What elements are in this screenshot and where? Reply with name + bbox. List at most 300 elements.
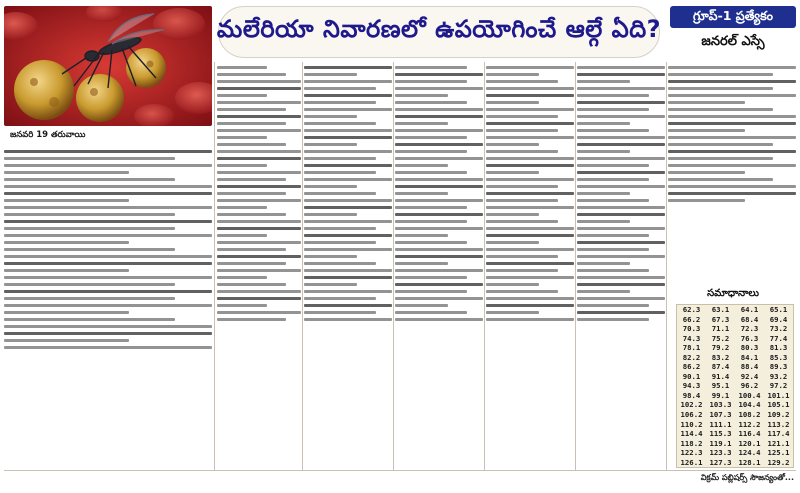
- text-line: [217, 94, 267, 97]
- answer-cell: 93.2: [769, 371, 788, 381]
- text-line: [668, 178, 773, 181]
- text-line: [4, 150, 212, 153]
- answer-cell: 126.1: [680, 457, 703, 467]
- text-line: [577, 164, 649, 167]
- text-line: [217, 318, 286, 321]
- text-line: [304, 255, 357, 258]
- answer-cell: 112.2: [738, 419, 761, 429]
- answer-cell: 71.1: [711, 324, 730, 334]
- text-line: [304, 115, 357, 118]
- text-line: [486, 87, 574, 90]
- text-line: [4, 262, 212, 265]
- text-line: [395, 122, 448, 125]
- text-line: [217, 66, 267, 69]
- text-line: [4, 234, 212, 237]
- answer-cell: 70.3: [682, 324, 701, 334]
- text-line: [395, 248, 483, 251]
- text-line: [486, 178, 574, 181]
- text-line: [395, 171, 467, 174]
- question-column-5: [486, 62, 574, 471]
- text-line: [4, 311, 129, 314]
- section-subtitle: జనరల్ ఎస్సే: [701, 34, 765, 49]
- answer-cell: 78.1: [682, 343, 701, 353]
- text-line: [577, 262, 630, 265]
- text-line: [304, 80, 392, 83]
- column-divider: [484, 62, 485, 471]
- text-line: [217, 269, 301, 272]
- column-divider: [214, 62, 215, 471]
- answer-cell: 67.3: [711, 314, 730, 324]
- text-line: [395, 276, 467, 279]
- answer-cell: 127.3: [709, 457, 732, 467]
- text-line: [4, 276, 212, 279]
- text-line: [395, 136, 467, 139]
- answer-cell: 114.4: [680, 429, 703, 439]
- text-line: [304, 87, 376, 90]
- text-line: [668, 94, 796, 97]
- text-line: [217, 255, 301, 258]
- answer-cell: 66.2: [682, 314, 701, 324]
- answer-cell: 68.4: [740, 314, 759, 324]
- text-line: [577, 94, 649, 97]
- text-line: [4, 290, 212, 293]
- answer-cell: 95.1: [711, 381, 730, 391]
- answer-cell: 88.4: [740, 362, 759, 372]
- text-line: [217, 213, 286, 216]
- text-line: [577, 241, 665, 244]
- text-line: [304, 304, 392, 307]
- text-line: [4, 255, 212, 258]
- answer-cell: 117.4: [767, 429, 790, 439]
- text-line: [486, 213, 539, 216]
- answer-cell: 100.4: [738, 390, 761, 400]
- answers-row: [677, 362, 793, 372]
- text-line: [577, 136, 665, 139]
- column-divider: [393, 62, 394, 471]
- text-line: [304, 318, 392, 321]
- text-line: [668, 66, 796, 69]
- text-line: [395, 220, 467, 223]
- text-line: [304, 241, 376, 244]
- answers-row: [677, 400, 793, 410]
- text-line: [217, 80, 301, 83]
- text-line: [486, 262, 574, 265]
- text-line: [577, 80, 630, 83]
- headline-banner: [218, 6, 660, 58]
- text-line: [395, 185, 483, 188]
- answers-row: [677, 305, 793, 315]
- answer-cell: 64.1: [740, 305, 759, 314]
- answer-cell: 125.1: [767, 448, 790, 458]
- text-line: [217, 164, 267, 167]
- text-line: [4, 171, 129, 174]
- text-line: [577, 318, 649, 321]
- text-line: [486, 276, 574, 279]
- answers-row: [677, 420, 793, 430]
- text-line: [304, 136, 392, 139]
- text-line: [577, 171, 665, 174]
- text-line: [395, 73, 483, 76]
- text-line: [668, 164, 796, 167]
- text-line: [577, 66, 665, 69]
- text-line: [486, 185, 558, 188]
- answer-cell: 123.3: [709, 448, 732, 458]
- text-line: [577, 150, 630, 153]
- answer-cell: 128.1: [738, 457, 761, 467]
- text-line: [217, 297, 301, 300]
- text-line: [577, 115, 665, 118]
- text-line: [4, 283, 175, 286]
- text-line: [304, 290, 392, 293]
- text-line: [4, 269, 129, 272]
- answers-table: [676, 304, 794, 468]
- answer-cell: 107.3: [709, 410, 732, 420]
- text-line: [668, 192, 796, 195]
- answer-cell: 116.4: [738, 429, 761, 439]
- answer-cell: 89.3: [769, 362, 788, 372]
- answers-row: [677, 429, 793, 439]
- text-line: [486, 108, 574, 111]
- text-line: [304, 199, 392, 202]
- text-line: [217, 220, 301, 223]
- text-line: [486, 73, 539, 76]
- answer-cell: 90.1: [682, 371, 701, 381]
- answer-cell: 109.2: [767, 410, 790, 420]
- text-line: [668, 73, 773, 76]
- answers-row: [677, 353, 793, 363]
- text-line: [668, 80, 796, 83]
- answer-cell: 105.1: [767, 400, 790, 410]
- text-line: [577, 143, 665, 146]
- text-line: [395, 227, 483, 230]
- text-line: [577, 122, 630, 125]
- text-line: [4, 164, 212, 167]
- answer-cell: 103.3: [709, 400, 732, 410]
- text-line: [304, 178, 392, 181]
- text-line: [217, 248, 286, 251]
- text-line: [395, 66, 467, 69]
- question-column-7: [668, 62, 796, 284]
- column-divider: [302, 62, 303, 471]
- answer-cell: 86.2: [682, 362, 701, 372]
- answer-cell: 81.3: [769, 343, 788, 353]
- answers-row: [677, 381, 793, 391]
- text-line: [304, 269, 392, 272]
- text-line: [4, 220, 212, 223]
- answer-cell: 83.2: [711, 352, 730, 362]
- answer-cell: 97.2: [769, 381, 788, 391]
- hero-image: [4, 6, 212, 126]
- text-line: [395, 318, 483, 321]
- text-line: [486, 80, 558, 83]
- text-line: [217, 171, 301, 174]
- text-line: [486, 290, 558, 293]
- text-line: [395, 178, 483, 181]
- text-line: [304, 122, 376, 125]
- text-line: [577, 73, 665, 76]
- text-line: [486, 255, 558, 258]
- text-line: [4, 227, 175, 230]
- answer-cell: 87.4: [711, 362, 730, 372]
- text-line: [4, 178, 175, 181]
- answer-cell: 80.3: [740, 343, 759, 353]
- text-line: [486, 143, 539, 146]
- text-line: [4, 206, 212, 209]
- text-line: [304, 157, 376, 160]
- text-line: [304, 262, 376, 265]
- section-badge: గ్రూప్-1 ప్రత్యేకం: [670, 6, 796, 28]
- text-line: [577, 304, 649, 307]
- text-line: [304, 150, 392, 153]
- text-line: [577, 290, 630, 293]
- text-line: [217, 150, 301, 153]
- question-column-4: [395, 62, 483, 471]
- text-line: [217, 206, 267, 209]
- answer-cell: 75.2: [711, 333, 730, 343]
- text-line: [668, 185, 796, 188]
- text-line: [486, 157, 574, 160]
- footer-credit: విక్రమ్ పబ్లిషర్స్ సౌజన్యంతో...: [700, 473, 794, 482]
- answer-cell: 113.2: [767, 419, 790, 429]
- text-line: [304, 66, 392, 69]
- answers-title: సమాధానాలు: [707, 288, 759, 299]
- answers-row: [677, 343, 793, 353]
- text-line: [395, 255, 483, 258]
- text-line: [577, 255, 665, 258]
- answer-cell: 84.1: [740, 352, 759, 362]
- text-line: [395, 234, 448, 237]
- text-line: [486, 318, 574, 321]
- answers-row: [677, 458, 793, 468]
- text-line: [577, 269, 649, 272]
- question-column-6: [577, 62, 665, 471]
- text-line: [4, 248, 175, 251]
- text-line: [304, 129, 392, 132]
- text-line: [668, 115, 796, 118]
- text-line: [395, 108, 483, 111]
- answer-cell: 65.1: [769, 305, 788, 314]
- answer-cell: 122.3: [680, 448, 703, 458]
- answer-cell: 98.4: [682, 390, 701, 400]
- text-line: [304, 171, 376, 174]
- text-line: [395, 87, 483, 90]
- text-line: [304, 192, 376, 195]
- answer-cell: 74.3: [682, 333, 701, 343]
- question-column-3: [304, 62, 392, 471]
- text-line: [304, 101, 376, 104]
- text-line: [668, 129, 745, 132]
- answers-row: [677, 448, 793, 458]
- text-line: [577, 87, 665, 90]
- answers-row: [677, 372, 793, 382]
- text-line: [4, 297, 175, 300]
- text-line: [4, 199, 129, 202]
- text-line: [486, 136, 574, 139]
- text-line: [395, 297, 483, 300]
- text-line: [217, 87, 301, 90]
- text-line: [577, 248, 649, 251]
- text-line: [217, 101, 301, 104]
- text-line: [577, 199, 649, 202]
- text-line: [4, 213, 175, 216]
- answer-cell: 102.2: [680, 400, 703, 410]
- text-line: [486, 304, 574, 307]
- text-line: [217, 129, 301, 132]
- text-line: [577, 213, 665, 216]
- column-divider: [575, 62, 576, 471]
- text-line: [486, 220, 558, 223]
- text-line: [217, 290, 301, 293]
- answers-row: [677, 439, 793, 449]
- text-line: [486, 164, 574, 167]
- text-line: [395, 206, 467, 209]
- text-line: [486, 115, 558, 118]
- page-title: మలేరియా నివారణలో ఉపయోగించే ఆల్గే ఏది?: [216, 15, 662, 43]
- text-line: [486, 171, 539, 174]
- text-line: [395, 94, 448, 97]
- text-line: [486, 206, 574, 209]
- text-line: [395, 157, 483, 160]
- answer-cell: 115.3: [709, 429, 732, 439]
- answer-cell: 73.2: [769, 324, 788, 334]
- text-line: [668, 136, 796, 139]
- text-line: [486, 122, 574, 125]
- answers-row: [677, 315, 793, 325]
- text-line: [577, 297, 665, 300]
- question-column-2: [217, 62, 301, 471]
- text-line: [668, 143, 773, 146]
- text-line: [304, 185, 357, 188]
- answer-cell: 76.3: [740, 333, 759, 343]
- text-line: [4, 318, 175, 321]
- text-line: [486, 129, 558, 132]
- text-line: [395, 150, 467, 153]
- text-line: [395, 213, 483, 216]
- text-line: [486, 269, 558, 272]
- text-line: [304, 276, 392, 279]
- text-line: [4, 157, 175, 160]
- text-line: [395, 101, 467, 104]
- text-line: [304, 164, 392, 167]
- text-line: [217, 143, 286, 146]
- text-line: [668, 108, 773, 111]
- text-line: [4, 346, 212, 349]
- answers-row: [677, 324, 793, 334]
- text-line: [395, 269, 483, 272]
- text-line: [668, 87, 773, 90]
- text-line: [304, 311, 376, 314]
- text-line: [217, 234, 267, 237]
- answer-cell: 79.2: [711, 343, 730, 353]
- text-line: [4, 185, 212, 188]
- text-line: [486, 227, 574, 230]
- text-line: [577, 178, 649, 181]
- answers-row: [677, 391, 793, 401]
- text-line: [217, 136, 267, 139]
- answers-table-body: [677, 305, 793, 467]
- answer-cell: 92.4: [740, 371, 759, 381]
- text-line: [486, 297, 574, 300]
- text-line: [217, 241, 301, 244]
- answer-cell: 85.3: [769, 352, 788, 362]
- text-line: [395, 129, 483, 132]
- text-line: [577, 283, 665, 286]
- bottom-divider: [4, 470, 796, 471]
- text-line: [4, 192, 212, 195]
- text-line: [486, 66, 574, 69]
- mosquito-and-parasite-illustration: [4, 6, 212, 126]
- text-line: [217, 115, 301, 118]
- text-line: [395, 290, 467, 293]
- text-line: [486, 241, 539, 244]
- column-divider: [666, 62, 667, 471]
- text-line: [577, 108, 649, 111]
- text-line: [395, 283, 483, 286]
- question-column-1: [4, 146, 212, 471]
- text-line: [395, 192, 448, 195]
- answer-cell: 129.2: [767, 457, 790, 467]
- text-line: [486, 199, 558, 202]
- text-line: [577, 206, 665, 209]
- answer-cell: 110.2: [680, 419, 703, 429]
- answer-cell: 108.2: [738, 410, 761, 420]
- text-line: [486, 283, 539, 286]
- text-line: [217, 304, 267, 307]
- text-line: [486, 248, 574, 251]
- text-line: [304, 248, 392, 251]
- text-line: [577, 234, 649, 237]
- text-line: [4, 325, 212, 328]
- answer-cell: 124.4: [738, 448, 761, 458]
- text-line: [217, 276, 267, 279]
- text-line: [304, 94, 392, 97]
- text-line: [395, 304, 448, 307]
- text-line: [486, 192, 574, 195]
- answer-cell: 120.1: [738, 438, 761, 448]
- text-line: [217, 199, 301, 202]
- text-line: [668, 157, 773, 160]
- answer-cell: 77.4: [769, 333, 788, 343]
- text-line: [668, 101, 745, 104]
- date-caption: జనవరి 19 తరువాయి: [10, 130, 86, 140]
- answer-cell: 101.1: [767, 390, 790, 400]
- text-line: [577, 220, 630, 223]
- text-line: [4, 304, 212, 307]
- answer-cell: 62.3: [682, 305, 701, 314]
- answer-cell: 118.2: [680, 438, 703, 448]
- text-line: [217, 227, 301, 230]
- text-line: [304, 227, 376, 230]
- text-line: [217, 283, 286, 286]
- text-line: [304, 220, 392, 223]
- text-line: [395, 199, 483, 202]
- answer-cell: 82.2: [682, 352, 701, 362]
- text-line: [668, 122, 796, 125]
- answers-row: [677, 334, 793, 344]
- text-line: [668, 150, 796, 153]
- text-line: [304, 108, 392, 111]
- answer-cell: 91.4: [711, 371, 730, 381]
- text-line: [486, 311, 539, 314]
- text-line: [217, 192, 286, 195]
- text-line: [304, 143, 357, 146]
- text-line: [304, 283, 357, 286]
- text-line: [304, 297, 376, 300]
- text-line: [304, 73, 357, 76]
- text-line: [4, 332, 212, 335]
- text-line: [304, 213, 357, 216]
- text-line: [217, 122, 286, 125]
